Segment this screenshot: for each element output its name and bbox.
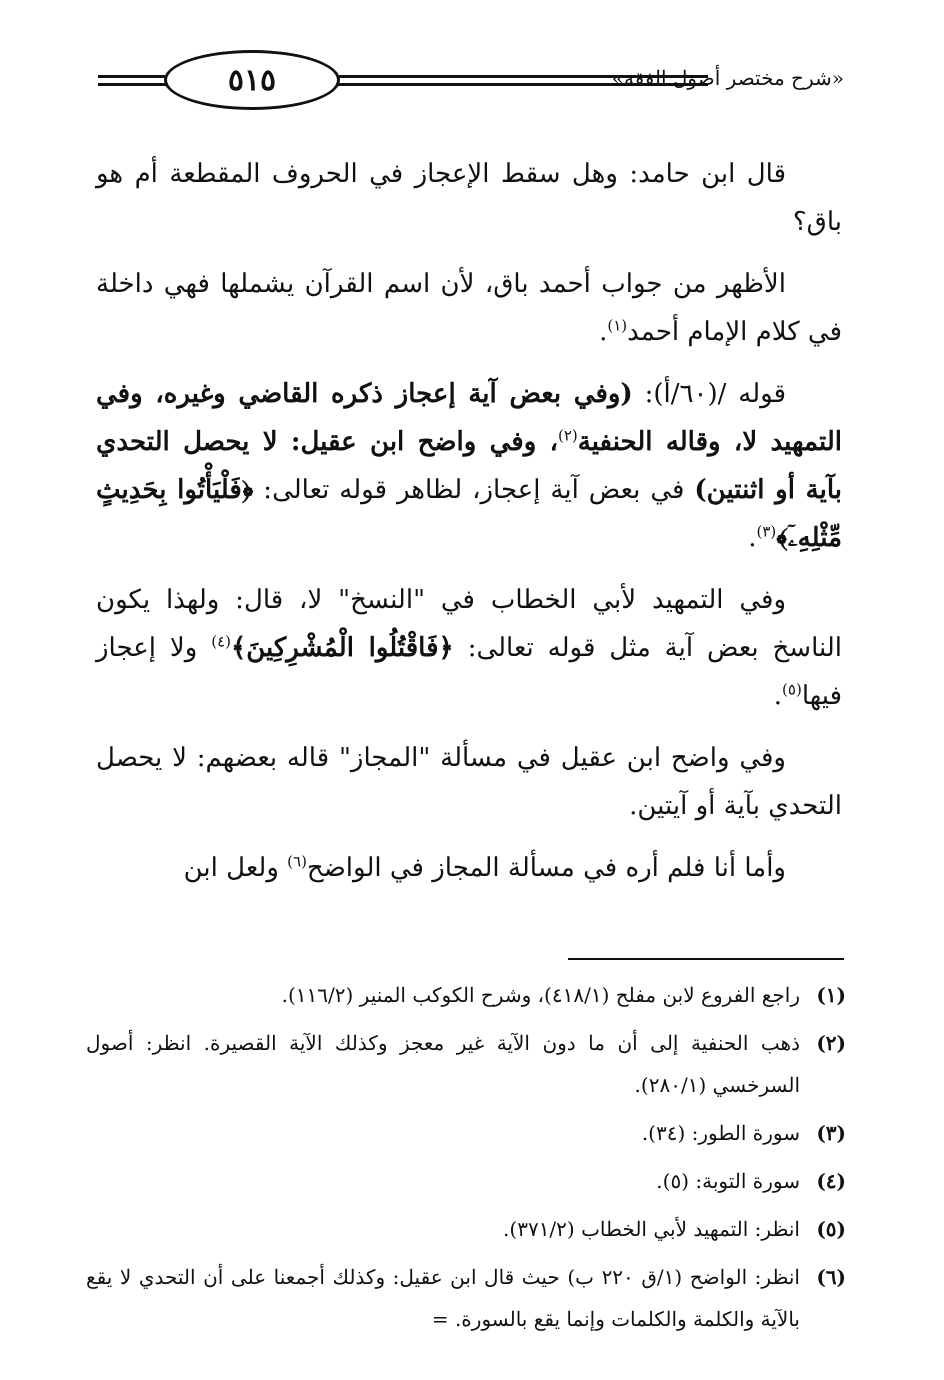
footnote bbox=[86, 1160, 846, 1202]
paragraph-4-end: . bbox=[773, 681, 783, 711]
footnote-ref-6: (٦) bbox=[287, 852, 307, 871]
footnote-text: راجع الفروع لابن مفلح (٤١٨/١)، وشرح الكوكب المنير (١١٦/٢). bbox=[281, 983, 800, 1007]
main-text bbox=[96, 150, 842, 906]
footnote-text: ذهب الحنفية إلى أن ما دون الآية غير معجز وكذلك الآية القصيرة. انظر: أصول السرخسي (٢٨٠/١). bbox=[86, 1031, 800, 1097]
footnote-number: (١) bbox=[816, 983, 846, 1007]
paragraph-4-text-2: ولا إعجاز فيها bbox=[96, 633, 842, 711]
quoted-matn-part-2: ، وفي واضح ابن عقيل: لا يحصل التحدي بآية أو اثنتين) bbox=[96, 427, 842, 505]
footnote bbox=[86, 1022, 846, 1106]
page-number-badge bbox=[164, 50, 340, 110]
paragraph-5: وفي واضح ابن عقيل في مسألة "المجاز" قاله بعضهم: لا يحصل التحدي بآية أو آيتين. bbox=[96, 743, 842, 821]
footnote-number: (٥) bbox=[816, 1217, 846, 1241]
footnote-ref-3: (٣) bbox=[756, 522, 777, 541]
paragraph-3 bbox=[96, 370, 842, 562]
running-title: «شرح مختصر أصول الفقه» bbox=[611, 66, 844, 90]
footnote-number: (٦) bbox=[816, 1265, 846, 1289]
page-header bbox=[92, 44, 844, 112]
footnote-text: انظر: التمهيد لأبي الخطاب (٣٧١/٢). bbox=[503, 1217, 800, 1241]
footnote bbox=[86, 1256, 846, 1340]
footnote-ref-5: (٥) bbox=[782, 680, 802, 699]
paragraph-6-text-2: ولعل ابن bbox=[183, 853, 288, 883]
paragraph-3-intro: قوله /(٦٠/أ): bbox=[632, 379, 786, 409]
paragraph-6-text: وأما أنا فلم أره في مسألة المجاز في الواضح bbox=[306, 853, 786, 883]
footnotes bbox=[86, 974, 846, 1346]
quran-verse-1: ﴿فَلْيَأْتُوا بِحَدِيثٍ مِّثْلِهِۦٓ﴾ bbox=[96, 475, 842, 553]
footnote-ref-2: (٢) bbox=[557, 426, 578, 445]
footnote-separator bbox=[568, 958, 844, 960]
paragraph-1: قال ابن حامد: وهل سقط الإعجاز في الحروف المقطعة أم هو باق؟ bbox=[96, 159, 842, 237]
footnote-text: انظر: الواضح (١/ق ٢٢٠ ب) حيث قال ابن عقيل: وكذلك أجمعنا على أن التحدي لا يقع بالآية والكلمة والكلمات وإنما يقع بالسورة. = bbox=[86, 1265, 800, 1331]
footnote-text: سورة التوبة: (٥). bbox=[656, 1169, 800, 1193]
page-number: ٥١٥ bbox=[227, 62, 277, 98]
footnote bbox=[86, 974, 846, 1016]
footnote-number: (٢) bbox=[816, 1031, 846, 1055]
quran-verse-2: ﴿فَاقْتُلُوا الْمُشْرِكِينَ﴾ bbox=[230, 633, 454, 663]
paragraph-4 bbox=[96, 576, 842, 720]
footnote-number: (٤) bbox=[816, 1169, 846, 1193]
paragraph-6 bbox=[96, 844, 842, 892]
paragraph-3-text: في بعض آية إعجاز، لظاهر قوله تعالى: bbox=[253, 475, 695, 505]
footnote bbox=[86, 1208, 846, 1250]
paragraph-2-end: . bbox=[599, 317, 608, 347]
footnote-text: سورة الطور: (٣٤). bbox=[641, 1121, 800, 1145]
paragraph-2 bbox=[96, 260, 842, 356]
paragraph-4-text: وفي التمهيد لأبي الخطاب في "النسخ" لا، قال: ولهذا يكون الناسخ بعض آية مثل قوله تعالى: bbox=[96, 585, 842, 663]
quoted-matn-part-1: (وفي بعض آية إعجاز ذكره القاضي وغيره، وفي التمهيد لا، وقاله الحنفية bbox=[96, 379, 842, 457]
paragraph-2-text: الأظهر من جواب أحمد باق، لأن اسم القرآن يشملها فهي داخلة في كلام الإمام أحمد bbox=[96, 269, 842, 347]
footnote-number: (٣) bbox=[816, 1121, 846, 1145]
paragraph-3-end: . bbox=[748, 523, 757, 553]
footnote-ref-4: (٤) bbox=[211, 632, 231, 651]
footnote bbox=[86, 1112, 846, 1154]
footnote-ref-1: (١) bbox=[607, 316, 628, 335]
